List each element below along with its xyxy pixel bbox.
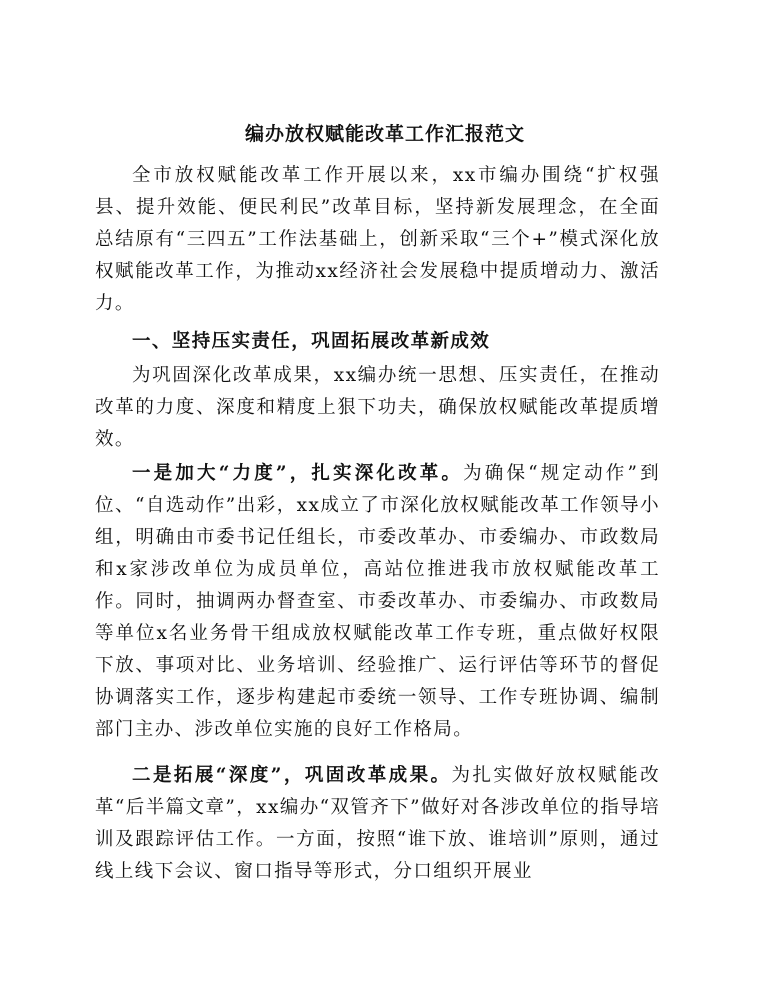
document-title: 编办放权赋能改革工作汇报范文 xyxy=(244,123,525,145)
point-2-lead: 二是拓展“深度”，巩固改革成果。 xyxy=(132,765,452,786)
intro-paragraph: 全市放权赋能改革工作开展以来，xx市编办围绕“扩权强县、提升效能、便民利民”改革目标，坚持新发展理念，在全面总结原有“三四五”工作法基础上，创新采取“三个+”模式深化放权赋能改革工作，为推动xx经济社会发展稳中提质增动力、激活力。 xyxy=(95,165,660,314)
point-1-lead: 一是加大“力度”，扎实深化改革。 xyxy=(132,463,464,484)
point-1-body: 为确保“规定动作”到位、“自选动作”出彩，xx成立了市深化放权赋能改革工作领导小组，明确由市委书记任组长，市委改革办、市委编办、市政数局和x家涉改单位为成员单位，高站位推进我市放权赋能改革工作。同时，抽调两办督查室、市委改革办、市委编办、市政数局等单位x名业务骨干组成放权赋能改革工作专班，重点做好权限下放、事项对比、业务培训、经验推广、运行评估等环节的督促协调落实工作，逐步构建起市委统一领导、工作专班协调、编制部门主办、涉改单位实施的良好工作格局。 xyxy=(95,463,660,740)
point-2-body: 为扎实做好放权赋能改革“后半篇文章”，xx编办“双管齐下”做好对各涉改单位的指导培训及跟踪评估工作。一方面，按照“谁下放、谁培训”原则，通过线上线下会议、窗口指导等形式，分口组织开展业 xyxy=(95,765,660,882)
point-2-paragraph xyxy=(95,760,660,888)
point-1-paragraph xyxy=(95,458,660,746)
section-1-paragraph: 为巩固深化改革成果，xx编办统一思想、压实责任，在推动改革的力度、深度和精度上狠下功夫，确保放权赋能改革提质增效。 xyxy=(95,365,660,450)
section-heading-1: 一、坚持压实责任，巩固拓展改革新成效 xyxy=(132,331,491,352)
